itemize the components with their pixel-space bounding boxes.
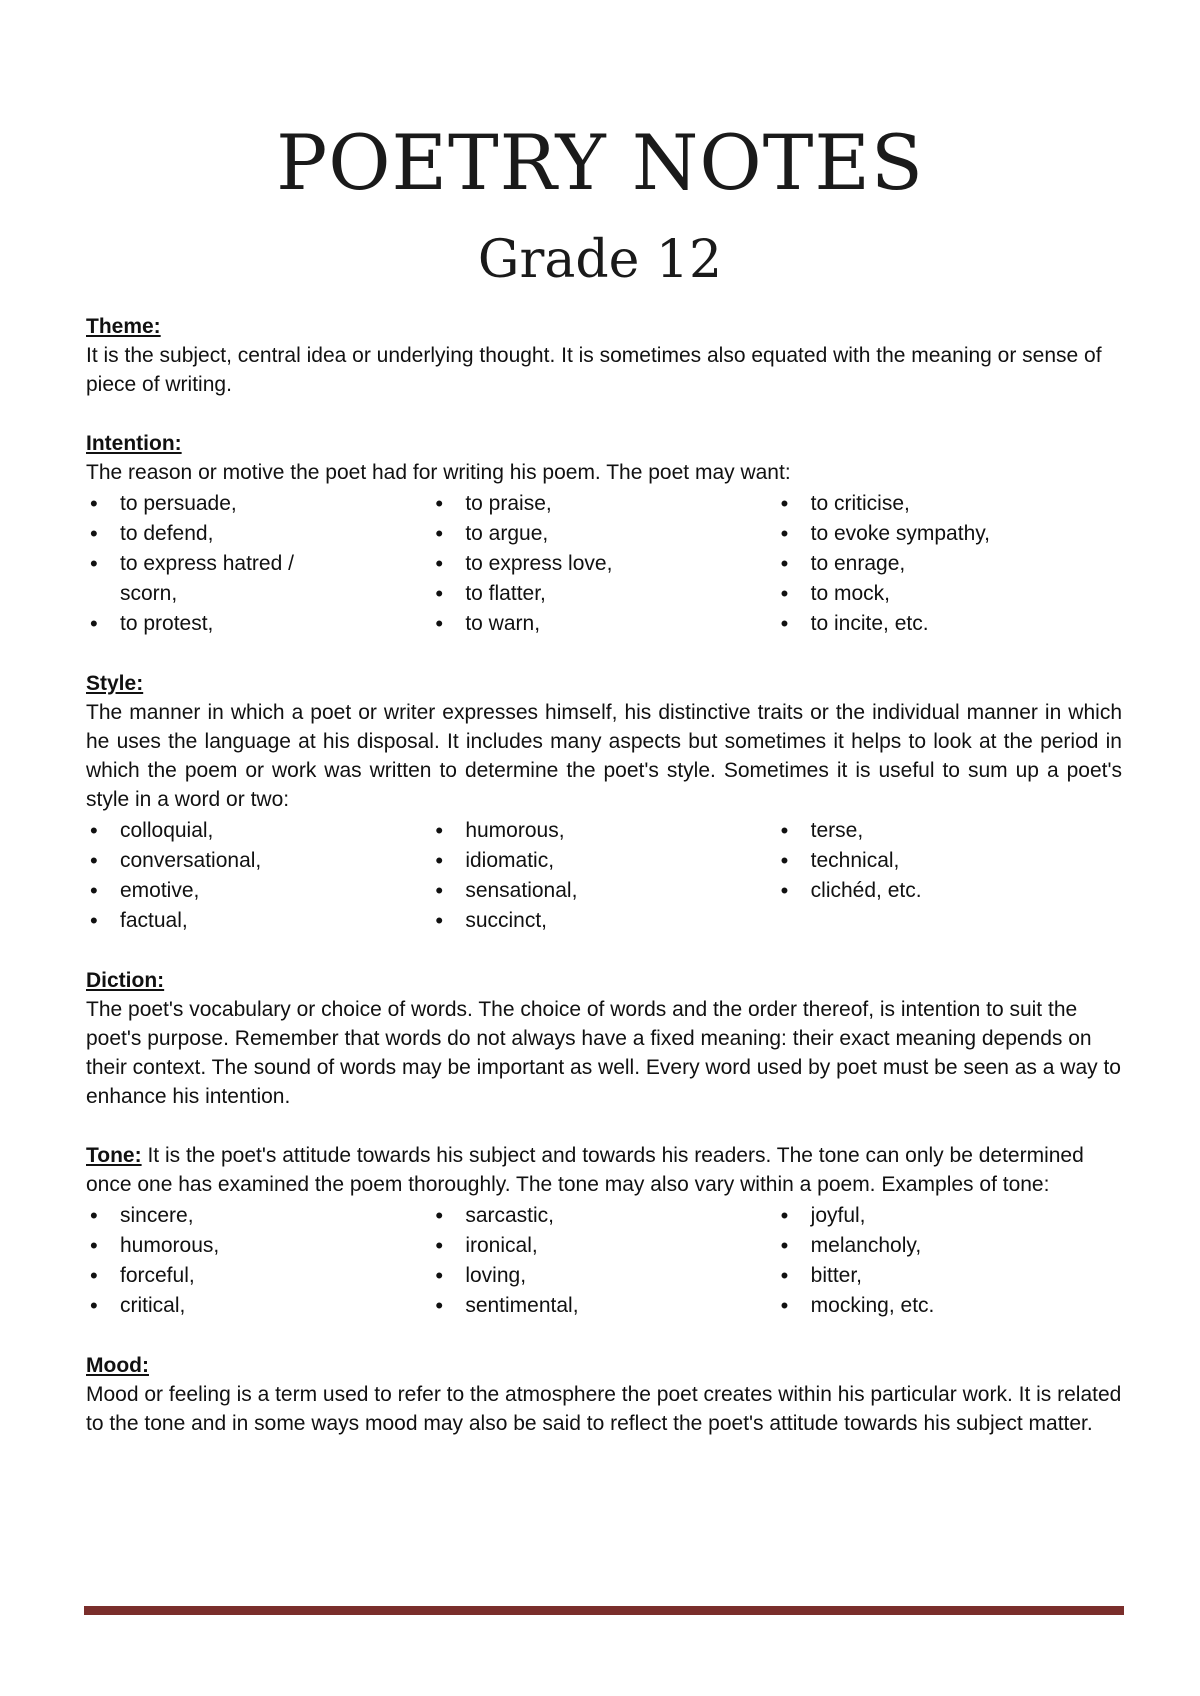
tone-paragraph bbox=[86, 1141, 1122, 1199]
style-column bbox=[86, 816, 431, 936]
list-item: • to enrage, bbox=[777, 549, 1122, 579]
mood-heading: Mood: bbox=[86, 1354, 149, 1377]
list-item: • joyful, bbox=[777, 1201, 1122, 1231]
list-item: • ironical, bbox=[431, 1231, 776, 1261]
list-item: • succinct, bbox=[431, 906, 776, 936]
list-item: • to defend, bbox=[86, 519, 431, 549]
list-item: • to mock, bbox=[777, 579, 1122, 609]
style-column bbox=[431, 816, 776, 936]
list-item: • to criticise, bbox=[777, 489, 1122, 519]
diction-text: The poet's vocabulary or choice of words. The choice of words and the order thereof, is intention to suit the poet's purpose. Remember that words do not always have a fixed meaning: their exact meaning depends on their context. The sound of words may be important as well. Every word used by poet must be seen as a way to enhance his intention. bbox=[86, 998, 1121, 1108]
list-item: • bitter, bbox=[777, 1261, 1122, 1291]
list-item: • sincere, bbox=[86, 1201, 431, 1231]
diction-heading: Diction: bbox=[86, 969, 165, 992]
list-item: • clichéd, etc. bbox=[777, 876, 1122, 906]
notes-content bbox=[86, 312, 1122, 1468]
list-item: • loving, bbox=[431, 1261, 776, 1291]
list-item: • colloquial, bbox=[86, 816, 431, 846]
list-item: • factual, bbox=[86, 906, 431, 936]
mood-section bbox=[86, 1351, 1122, 1438]
list-item: • technical, bbox=[777, 846, 1122, 876]
style-heading: Style: bbox=[86, 672, 144, 695]
page-title: POETRY NOTES bbox=[276, 118, 924, 207]
list-item: • sentimental, bbox=[431, 1291, 776, 1321]
intention-column bbox=[777, 489, 1122, 639]
style-section bbox=[86, 669, 1122, 936]
style-text: The manner in which a poet or writer expresses himself, his distinctive traits or the individual manner in which he uses the language at his disposal. It includes many aspects but sometimes it helps to look at the period in which the poem or work was written to determine the poet's style. Sometimes it is useful to sum up a poet's style in a word or two: bbox=[86, 701, 1122, 811]
list-item: • to express hatred / scorn, bbox=[86, 549, 310, 609]
list-item: • to argue, bbox=[431, 519, 776, 549]
tone-heading: Tone: bbox=[86, 1144, 142, 1167]
intention-section bbox=[86, 429, 1122, 639]
list-item: • to praise, bbox=[431, 489, 776, 519]
intention-heading: Intention: bbox=[86, 432, 182, 455]
list-item: • to warn, bbox=[431, 609, 776, 639]
mood-text: Mood or feeling is a term used to refer to the atmosphere the poet creates within his particular work. It is related to the tone and in some ways mood may also be said to reflect the poet's attitude towards his subject matter. bbox=[86, 1383, 1122, 1435]
style-column bbox=[777, 816, 1122, 936]
list-item: • to incite, etc. bbox=[777, 609, 1122, 639]
list-item: • humorous, bbox=[431, 816, 776, 846]
page-subtitle: Grade 12 bbox=[477, 230, 723, 290]
list-item: • to evoke sympathy, bbox=[777, 519, 1122, 549]
theme-text: It is the subject, central idea or underlying thought. It is sometimes also equated with the meaning or sense of piece of writing. bbox=[86, 344, 1102, 396]
list-item: • to protest, bbox=[86, 609, 431, 639]
list-item: • melancholy, bbox=[777, 1231, 1122, 1261]
intention-column bbox=[431, 489, 776, 639]
intention-column bbox=[86, 489, 431, 639]
list-item: • idiomatic, bbox=[431, 846, 776, 876]
list-item: • to persuade, bbox=[86, 489, 431, 519]
list-item: • humorous, bbox=[86, 1231, 431, 1261]
list-item: • terse, bbox=[777, 816, 1122, 846]
tone-section bbox=[86, 1141, 1122, 1321]
theme-section bbox=[86, 312, 1122, 399]
tone-column bbox=[86, 1201, 431, 1321]
tone-column bbox=[431, 1201, 776, 1321]
list-item: • emotive, bbox=[86, 876, 431, 906]
list-item: • to flatter, bbox=[431, 579, 776, 609]
list-item: • mocking, etc. bbox=[777, 1291, 1122, 1321]
list-item: • sarcastic, bbox=[431, 1201, 776, 1231]
theme-heading: Theme: bbox=[86, 315, 161, 338]
list-item: • to express love, bbox=[431, 549, 776, 579]
list-item: • critical, bbox=[86, 1291, 431, 1321]
list-item: • conversational, bbox=[86, 846, 431, 876]
tone-column bbox=[777, 1201, 1122, 1321]
intention-list bbox=[86, 489, 1122, 639]
intention-text: The reason or motive the poet had for writing his poem. The poet may want: bbox=[86, 461, 791, 484]
tone-list bbox=[86, 1201, 1122, 1321]
style-list bbox=[86, 816, 1122, 936]
tone-text: It is the poet's attitude towards his subject and towards his readers. The tone can only be determined once one has examined the poem thoroughly. The tone may also vary within a poem. Examples of tone: bbox=[86, 1144, 1084, 1196]
diction-section bbox=[86, 966, 1122, 1111]
footer-divider bbox=[84, 1606, 1124, 1615]
list-item: • forceful, bbox=[86, 1261, 431, 1291]
list-item: • sensational, bbox=[431, 876, 776, 906]
